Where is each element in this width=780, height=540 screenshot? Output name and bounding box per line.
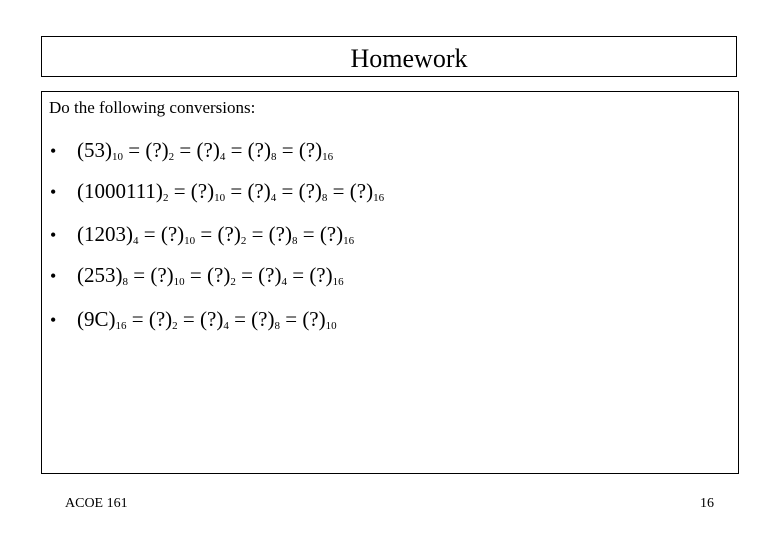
target-base: 2	[172, 320, 178, 332]
page-number: 16	[700, 496, 714, 511]
target-base: 8	[270, 151, 277, 163]
target-base: 16	[343, 235, 355, 247]
conversion-item: • $(253)_8$ = $(?)_{10}$ = $(?)_2$ = $(?)_4$ = $(?)_{16}$	[50, 260, 344, 290]
target-base: 2	[230, 276, 236, 288]
source-number: (1000111)	[77, 179, 163, 203]
content-box	[41, 91, 739, 474]
target-base: 10	[214, 192, 226, 204]
target-base: 16	[332, 276, 344, 288]
source-base: 10	[112, 151, 123, 163]
conversion-item: • $(9C)_{16}$ = $(?)_2$ = $(?)_4$ = $(?)_8$ = $(?)_{10}$	[50, 304, 337, 334]
target-base: 16	[322, 151, 334, 163]
target-base: 10	[325, 320, 337, 332]
source-number: (9C)	[77, 307, 116, 331]
bullet-icon: •	[50, 225, 57, 245]
target-base: 4	[270, 192, 277, 204]
target-base: 4	[223, 320, 229, 332]
source-base: 8	[122, 276, 128, 288]
title-box	[41, 36, 737, 77]
instructions-text: Do the following conversions:	[49, 98, 256, 117]
target-base: 8	[291, 235, 298, 247]
target-base: 4	[219, 151, 226, 163]
course-footer: ACOE 161	[65, 496, 128, 511]
target-base: 10	[173, 276, 185, 288]
bullet-icon: •	[50, 266, 57, 286]
source-number: (53)	[77, 138, 112, 162]
bullet-icon: •	[50, 310, 57, 330]
target-base: 8	[321, 192, 328, 204]
conversion-item: • $(1000111)_2$ = $(?)_{10}$ = $(?)_4$ = $(?)_8$ = $(?)_{16}$	[50, 176, 384, 206]
target-base: 16	[373, 192, 385, 204]
slide-title: Homework	[350, 44, 468, 73]
target-base: 2	[240, 235, 247, 247]
target-base: 4	[281, 276, 287, 288]
source-base: 4	[133, 235, 139, 247]
target-base: 8	[274, 320, 280, 332]
source-number: (1203)	[77, 222, 133, 246]
conversion-item: • $(53)_{10}$ = $(?)_2$ = $(?)_4$ = $(?)_8$ = $(?)_{16}$	[50, 135, 333, 165]
source-base: 16	[115, 320, 127, 332]
bullet-icon: •	[50, 182, 57, 202]
source-base: 2	[162, 192, 169, 204]
target-base: 10	[184, 235, 196, 247]
conversion-item: • $(1203)_4$ = $(?)_{10}$ = $(?)_2$ = $(?)_8$ = $(?)_{16}$	[50, 219, 354, 249]
source-number: (253)	[77, 263, 123, 287]
bullet-icon: •	[50, 141, 57, 161]
target-base: 2	[168, 151, 175, 163]
